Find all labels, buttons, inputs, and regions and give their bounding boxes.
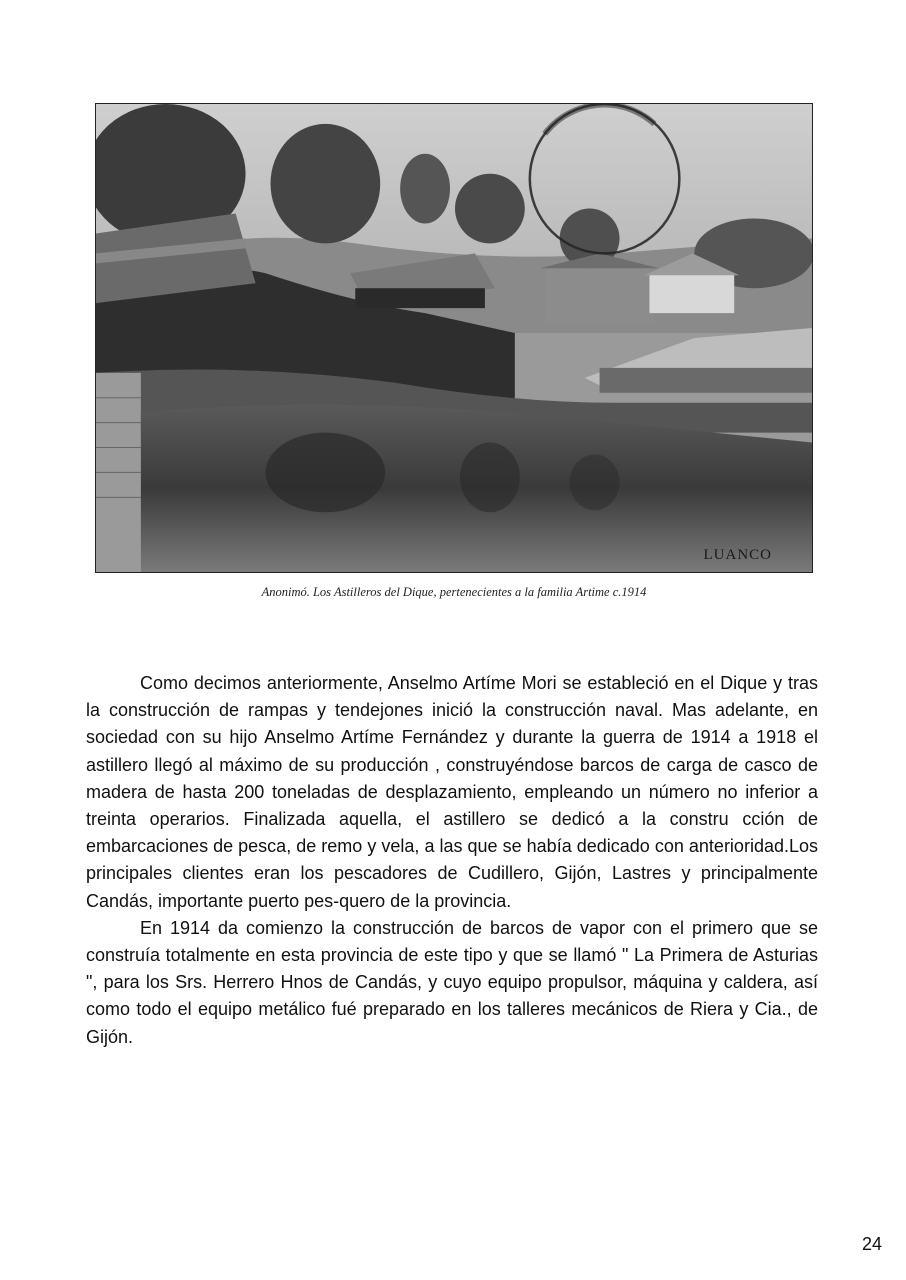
- historical-photo: [95, 103, 813, 573]
- photo-stamp-label: LUANCO: [703, 547, 772, 563]
- photo-caption: Anonimó. Los Astilleros del Dique, pertenecientes a la familia Artime c.1914: [261, 585, 647, 599]
- shipyard-photo-illustration: [96, 104, 812, 572]
- paragraph-1: Como decimos anteriormente, Anselmo Artíme Mori se estableció en el Dique y tras la construcción de rampas y tendejones inició la construcción naval. Mas adelante, en sociedad con su hijo Anselmo Artíme Fernández y durante la guerra de 1914 a 1918 el astillero llegó al máximo de su producción , construyéndose barcos de carga de casco de madera de hasta 200 toneladas de desplazamiento, empleando un número no inferior a treinta operarios. Finalizada aquella, el astillero se dedicó a la constru cción de embarcaciones de pesca, de remo y vela, a las que se había dedicado con anterioridad.Los principales clientes eran los pescadores de Cudillero, Gijón, Lastres y principalmente Candás, importante puerto pes-quero de la provincia.: [86, 673, 818, 911]
- paragraph-2: En 1914 da comienzo la construcción de barcos de vapor con el primero que se construía totalmente en esta provincia de este tipo y que se llamó " La Primera de Asturias ", para los Srs. Herrero Hnos de Candás, y cuyo equipo propulsor, máquina y caldera, así como todo el equipo metálico fué preparado en los talleres mecánicos de Riera y Cia., de Gijón.: [86, 917, 818, 1047]
- page-number: 24: [861, 1234, 882, 1254]
- body-text: [86, 670, 818, 1051]
